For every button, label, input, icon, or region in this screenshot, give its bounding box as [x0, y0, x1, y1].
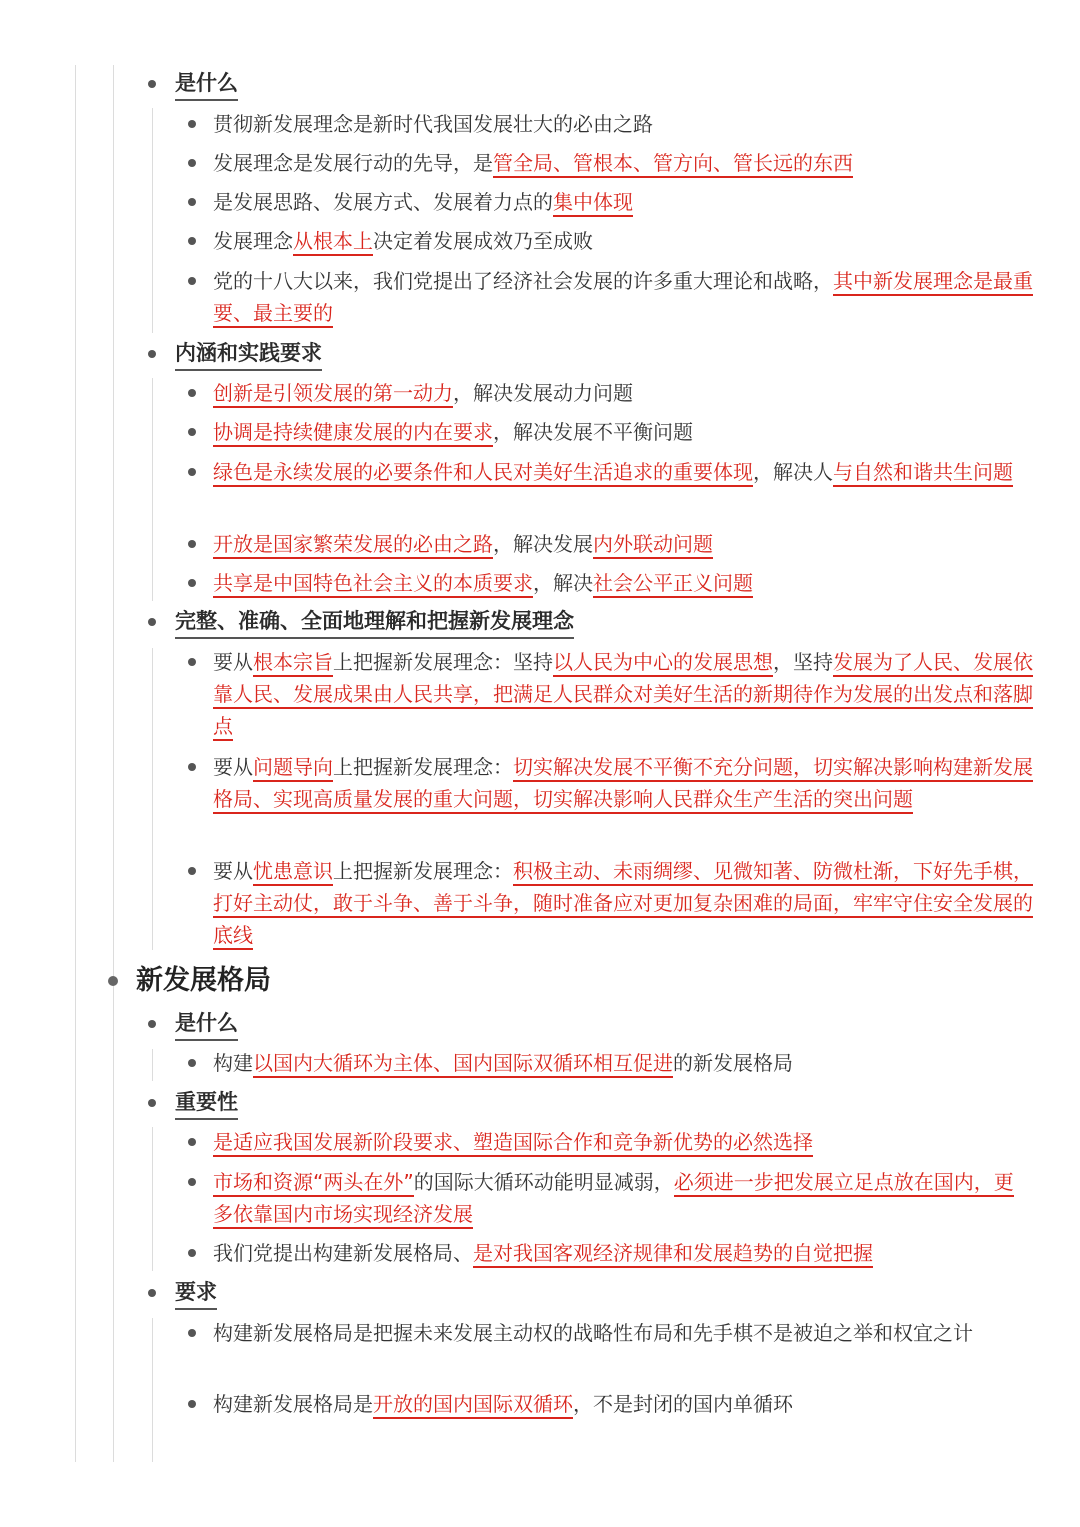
highlight-text: 问题导向 [253, 755, 333, 782]
bullet-icon [188, 658, 196, 666]
list-item: 我们党提出构建新发展格局、是对我国客观经济规律和发展趋势的自觉把握 [213, 1237, 1033, 1269]
list-item: 贯彻新发展理念是新时代我国发展壮大的必由之路 [213, 112, 653, 136]
section-heading-requirements: 要求 [175, 1278, 217, 1310]
bullet-icon [188, 1138, 196, 1146]
highlight-text: 是适应我国发展新阶段要求、塑造国际合作和竞争新优势的必然选择 [213, 1130, 813, 1157]
bullet-icon [188, 237, 196, 245]
highlight-text: 忧患意识 [253, 859, 333, 886]
bullet-icon [188, 1329, 196, 1337]
bullet-icon [188, 428, 196, 436]
bullet-icon [188, 763, 196, 771]
list-item: 开放是国家繁荣发展的必由之路，解决发展内外联动问题 [213, 528, 1033, 560]
list-item: 绿色是永续发展的必要条件和人民对美好生活追求的重要体现，解决人与自然和谐共生问题 [213, 456, 1033, 488]
highlight-text: 集中体现 [553, 190, 633, 217]
bullet-icon [188, 867, 196, 875]
outline-guide-line-s4 [152, 1049, 153, 1081]
list-item: 党的十八大以来，我们党提出了经济社会发展的许多重大理论和战略，其中新发展理念是最重要、最主要的 [213, 265, 1033, 329]
list-item [213, 1126, 1033, 1158]
list-item: 构建新发展格局是开放的国内国际双循环，不是封闭的国内单循环 [213, 1388, 1033, 1420]
bullet-icon [188, 389, 196, 397]
section-heading-importance: 重要性 [175, 1088, 238, 1120]
highlight-text: 开放是国家繁荣发展的必由之路 [213, 532, 493, 559]
highlight-text: 切实解决发展不平衡不充分问题，切实解决影响构建新发展格局、实现高质量发展的重大问题，切实解决影响人民群众生产生活的突出问题 [213, 755, 1033, 814]
list-item: 市场和资源“两头在外”的国际大循环动能明显减弱，必须进一步把发展立足点放在国内，更多依靠国内市场实现经济发展 [213, 1166, 1033, 1230]
bullet-icon [108, 976, 118, 986]
highlight-text: 其中新发展理念是最重要、最主要的 [213, 269, 1033, 328]
highlight-text: 发展为了人民、发展依靠人民、发展成果由人民共享，把满足人民群众对美好生活的新期待作为发展的出发点和落脚点 [213, 650, 1033, 741]
list-item: 构建新发展格局是把握未来发展主动权的战略性布局和先手棋不是被迫之举和权宜之计 [213, 1321, 973, 1345]
list-item: 发展理念从根本上决定着发展成效乃至成败 [213, 225, 1033, 257]
outline-guide-line-s1 [152, 108, 153, 333]
highlight-text: 创新是引领发展的第一动力 [213, 381, 453, 408]
list-item: 要从忧患意识上把握新发展理念：积极主动、未雨绸缪、见微知著、防微杜渐，下好先手棋，打好主动仗，敢于斗争、善于斗争，随时准备应对更加复杂困难的局面，牢牢守住安全发展的底线 [213, 855, 1033, 951]
highlight-text: 根本宗旨 [253, 650, 333, 677]
outline-guide-line-s3 [152, 648, 153, 950]
highlight-text: 以人民为中心的发展思想 [553, 650, 773, 677]
highlight-text: 开放的国内国际双循环 [373, 1392, 573, 1419]
list-item: 共享是中国特色社会主义的本质要求，解决社会公平正义问题 [213, 567, 1033, 599]
list-item: 协调是持续健康发展的内在要求，解决发展不平衡问题 [213, 416, 1033, 448]
bullet-icon [188, 1249, 196, 1257]
bullet-icon [188, 468, 196, 476]
outline-guide-line-level0 [75, 65, 76, 1462]
main-heading-new-pattern: 新发展格局 [136, 965, 271, 996]
bullet-icon [188, 159, 196, 167]
highlight-text: 协调是持续健康发展的内在要求 [213, 420, 493, 447]
outline-guide-line-level1 [113, 65, 114, 1462]
highlight-text: 是对我国客观经济规律和发展趋势的自觉把握 [473, 1241, 873, 1268]
outline-guide-line-s2 [152, 378, 153, 601]
bullet-icon [188, 1059, 196, 1067]
highlight-text: 社会公平正义问题 [593, 571, 753, 598]
bullet-icon [188, 277, 196, 285]
section-heading-what-2: 是什么 [175, 1009, 238, 1041]
bullet-icon [188, 579, 196, 587]
highlight-text: 市场和资源“两头在外” [213, 1170, 414, 1197]
list-item: 创新是引领发展的第一动力，解决发展动力问题 [213, 377, 1033, 409]
list-item: 构建以国内大循环为主体、国内国际双循环相互促进的新发展格局 [213, 1047, 1033, 1079]
outline-guide-line-s5 [152, 1127, 153, 1271]
list-item: 发展理念是发展行动的先导，是管全局、管根本、管方向、管长远的东西 [213, 147, 1033, 179]
bullet-icon [148, 350, 156, 358]
section-heading-what: 是什么 [175, 69, 238, 101]
bullet-icon [188, 198, 196, 206]
section-heading-understanding: 完整、准确、全面地理解和把握新发展理念 [175, 607, 574, 639]
bullet-icon [188, 540, 196, 548]
highlight-text: 内外联动问题 [593, 532, 713, 559]
bullet-icon [148, 618, 156, 626]
list-item: 是发展思路、发展方式、发展着力点的集中体现 [213, 186, 1033, 218]
highlight-text: 积极主动、未雨绸缪、见微知著、防微杜渐，下好先手棋，打好主动仗，敢于斗争、善于斗争，随时准备应对更加复杂困难的局面，牢牢守住安全发展的底线 [213, 859, 1033, 950]
outline-guide-line-s6 [152, 1318, 153, 1462]
highlight-text: 以国内大循环为主体、国内国际双循环相互促进 [253, 1051, 673, 1078]
bullet-icon [148, 1289, 156, 1297]
list-item: 要从根本宗旨上把握新发展理念：坚持以人民为中心的发展思想，坚持发展为了人民、发展依靠人民、发展成果由人民共享，把满足人民群众对美好生活的新期待作为发展的出发点和落脚点 [213, 646, 1033, 742]
list-item: 要从问题导向上把握新发展理念：切实解决发展不平衡不充分问题，切实解决影响构建新发展格局、实现高质量发展的重大问题，切实解决影响人民群众生产生活的突出问题 [213, 751, 1033, 815]
highlight-text: 绿色是永续发展的必要条件和人民对美好生活追求的重要体现 [213, 460, 753, 487]
highlight-text: 与自然和谐共生问题 [833, 460, 1013, 487]
bullet-icon [188, 1400, 196, 1408]
bullet-icon [188, 120, 196, 128]
bullet-icon [148, 80, 156, 88]
highlight-text: 管全局、管根本、管方向、管长远的东西 [493, 151, 853, 178]
highlight-text: 从根本上 [293, 229, 373, 256]
bullet-icon [188, 1178, 196, 1186]
section-heading-connotation: 内涵和实践要求 [175, 339, 322, 371]
bullet-icon [148, 1099, 156, 1107]
bullet-icon [148, 1020, 156, 1028]
highlight-text: 必须进一步把发展立足点放在国内，更多依靠国内市场实现经济发展 [213, 1170, 1014, 1229]
highlight-text: 共享是中国特色社会主义的本质要求 [213, 571, 533, 598]
